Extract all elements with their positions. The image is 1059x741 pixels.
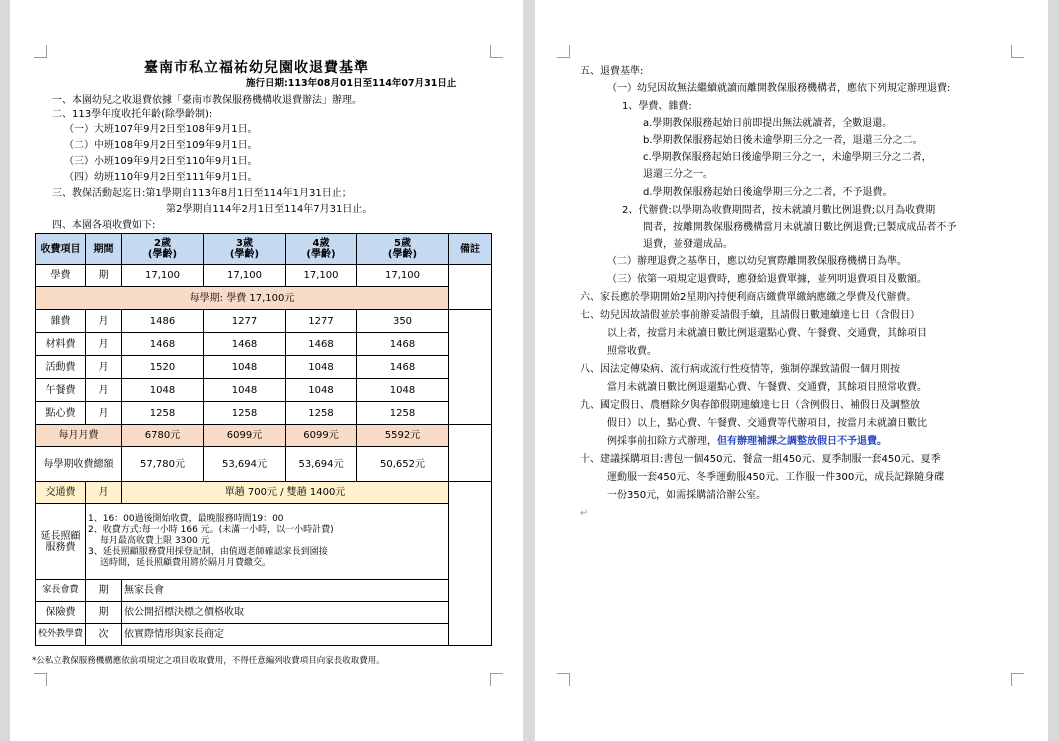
row-item: 保險費 [36,602,86,624]
text-line: 間者，按離開教保服務機構當月未就讀日數比例退費;已製成成品者不予 [643,222,957,233]
cell-value: 57,780元 [122,447,204,482]
text-line: 以上者，按當月未就讀日數比例退還點心費、午餐費、交通費，其餘項目 [607,328,927,339]
tuition-band: 每學期: 學費 17,100元 [36,287,449,310]
cell-value: 1258 [286,402,357,425]
transport-row [36,482,492,504]
cell-value: 依實際情形與家長商定 [122,624,449,646]
cell-value: 1468 [357,356,449,379]
table-row [36,602,492,624]
page-title: 臺南市私立福祐幼兒園收退費基準 [144,60,369,76]
intro-line: 四、本園各項收費如下: [52,220,156,231]
cell-value: 1468 [204,333,286,356]
cell-value: 1468 [122,333,204,356]
cell-value: 6099元 [204,425,286,447]
paragraph-mark: ↵ [580,508,589,519]
cell-value: 1486 [122,310,204,333]
extended-line: 送時間，延長照顧費用將於隔月月費繳交。 [100,558,272,568]
text-line: （二）辦理退費之基準日，應以幼兒實際離開教保服務機構日為準。 [607,256,907,267]
effective-date: 施行日期:113年08月01日至114年07月31日止 [246,78,457,89]
extended-line: 3、延長照顧服務費用採登記制，由值週老師確認家長到園接 [88,547,328,557]
row-period: 期 [86,265,122,287]
header-age-3: 3歲 (學齡) [204,234,286,265]
table-row [36,333,492,356]
header-age-4: 4歲 (學齡) [286,234,357,265]
row-item: 雜費 [36,310,86,333]
cell-value: 無家長會 [122,580,449,602]
text-line: c.學期教保服務起始日後逾學期三分之一，未逾學期三分之二者， [643,152,932,163]
table-row [36,265,492,287]
cell-value: 5592元 [357,425,449,447]
table-row [36,310,492,333]
cell-value: 53,694元 [286,447,357,482]
crop-mark [557,673,570,686]
footnote: *公私立教保服務機構應依前項規定之項目收取費用，不得任意編列收費項目向家長收取費用。 [32,656,385,666]
text-line: 照常收費。 [607,346,657,357]
cell-value: 17,100 [122,265,204,287]
cell-value: 1048 [286,379,357,402]
intro-line: （四）幼班110年9月2日至111年9月1日。 [64,172,258,183]
crop-mark [1011,673,1024,686]
header-age-2: 2歲 (學齡) [122,234,204,265]
cell-value: 17,100 [357,265,449,287]
table-row [36,624,492,646]
row-item: 交通費 [36,482,86,504]
note-cell [449,425,492,482]
extended-line: 2、收費方式:每一小時 166 元。(未滿一小時，以一小時計費) [88,525,334,535]
cell-value: 6099元 [286,425,357,447]
cell-value: 1258 [122,402,204,425]
text-line: （三）依第一項規定退費時，應發給退費單據，並列明退費項目及數額。 [607,274,927,285]
table-row [36,402,492,425]
row-item: 學費 [36,265,86,287]
intro-line: （二）中班108年9月2日至109年9月1日。 [64,140,258,151]
text-line: 七、幼兒因故請假並於事前辦妥請假手續，且請假日數連續達七日（含假日） [580,310,920,321]
monthly-total-row [36,425,492,447]
cell-value: 53,694元 [204,447,286,482]
row-item: 每月月費 [36,425,122,447]
crop-mark [34,673,47,686]
note-cell [449,482,492,646]
text-line: 例採事前扣除方式辦理，但有辦理補課之調整放假日不予退費。 [607,436,887,447]
row-period: 月 [86,310,122,333]
cell-value: 1520 [122,356,204,379]
intro-line: 二、113學年度收托年齡(除學齡制): [52,109,213,120]
header-note: 備註 [449,234,492,265]
cell-value: 350 [357,310,449,333]
cell-value: 1048 [204,379,286,402]
row-item: 材料費 [36,333,86,356]
text-line: （一）幼兒因故無法繼續就讀而離開教保服務機構者，應依下列規定辦理退費: [607,83,951,94]
table-row [36,356,492,379]
row-item: 活動費 [36,356,86,379]
cell-value: 50,652元 [357,447,449,482]
cell-value: 1277 [204,310,286,333]
text-line: a.學期教保服務起始日前即提出無法就讀者，全數退還。 [643,118,893,129]
fee-table [35,233,492,646]
cell-value: 1048 [286,356,357,379]
document-page-2 [535,0,1048,741]
crop-mark [557,45,570,58]
cell-value: 17,100 [286,265,357,287]
note-cell [449,310,492,425]
crop-mark [34,45,47,58]
text-line: 1、學費、雜費: [622,101,692,112]
header-item: 收費項目 [36,234,86,265]
extended-care-details [86,504,449,580]
cell-value: 1258 [204,402,286,425]
cell-value: 1468 [286,333,357,356]
row-period: 月 [86,333,122,356]
text-line: 九、國定假日、農曆除夕與春節假期連續達七日（含例假日、補假日及調整放 [580,400,920,411]
row-period: 期 [86,580,122,602]
cell-value: 依公開招標決標之價格收取 [122,602,449,624]
note-cell [449,265,492,310]
intro-line: （三）小班109年9月2日至110年9月1日。 [64,156,258,167]
cell-value: 1048 [204,356,286,379]
row-item: 校外教學費 [36,624,86,646]
text-line: 一份350元，如需採購請洽辦公室。 [607,490,767,501]
extended-line: 每月最高收費上限 3300 元 [100,536,210,546]
extended-care-row [36,504,492,580]
crop-mark [490,45,503,58]
header-period: 期間 [86,234,122,265]
row-period: 次 [86,624,122,646]
intro-line: 三、教保活動起迄日:第1學期自113年8月1日至114年1月31日止； [52,188,352,199]
text-line: 假日）以上，點心費、午餐費、交通費等代辦項目，按當月未就讀日數比 [607,418,927,429]
row-item: 家長會費 [36,580,86,602]
text-line: 2、代辦費:以學期為收費期間者，按未就讀月數比例退費;以月為收費期 [622,205,936,216]
text-line: 退還三分之一。 [643,169,713,180]
text-line: 六、家長應於學期開始2星期內持便利商店繳費單繳納應繳之學費及代辦費。 [580,292,917,303]
row-item: 每學期收費總額 [36,447,122,482]
extended-line: 1、16：00過後開始收費，最晚服務時間19：00 [88,514,284,524]
crop-mark [1011,45,1024,58]
row-period: 月 [86,379,122,402]
term-total-row [36,447,492,482]
table-row [36,580,492,602]
table-band-row [36,287,492,310]
row-period: 月 [86,482,122,504]
cell-value: 17,100 [204,265,286,287]
text-line: 當月未就讀日數比例退還點心費、午餐費、交通費，其餘項目照常收費。 [607,382,927,393]
transport-value: 單趟 700元 / 雙趟 1400元 [122,482,449,504]
header-age-5: 5歲 (學齡) [357,234,449,265]
table-row [36,379,492,402]
cell-value: 1048 [357,379,449,402]
row-period: 月 [86,356,122,379]
text-line: b.學期教保服務起始日後未逾學期三分之一者，退還三分之二。 [643,135,923,146]
text-line: 十、建議採購項目:書包一個450元、餐盒一組450元、夏季制服一套450元、夏季 [580,454,941,465]
row-item: 延長照顧服務費 [36,504,86,580]
text-line: 八、因法定傳染病、流行病或流行性疫情等，強制停課致請假一個月則按 [580,364,900,375]
row-item: 午餐費 [36,379,86,402]
cell-value: 1277 [286,310,357,333]
intro-line: 第2學期自114年2月1日至114年7月31日止。 [166,204,373,215]
cell-value: 6780元 [122,425,204,447]
text-line: 運動服一套450元、冬季運動服450元、工作服一件300元，成長記錄隨身碟 [607,472,945,483]
highlight-note: 但有辦理補課之調整放假日不予退費。 [717,436,887,447]
table-header-row [36,234,492,265]
text-line: 退費，並發還成品。 [643,239,733,250]
text-line: 五、退費基準: [580,66,644,77]
cell-value: 1258 [357,402,449,425]
row-period: 期 [86,602,122,624]
document-page-1 [10,0,523,741]
text-line: d.學期教保服務起始日後逾學期三分之二者，不予退費。 [643,187,893,198]
intro-line: 一、本園幼兒之收退費依據「臺南市教保服務機構收退費辦法」辦理。 [52,95,362,106]
row-period: 月 [86,402,122,425]
row-item: 點心費 [36,402,86,425]
intro-line: （一）大班107年9月2日至108年9月1日。 [64,124,258,135]
cell-value: 1468 [357,333,449,356]
crop-mark [490,673,503,686]
cell-value: 1048 [122,379,204,402]
